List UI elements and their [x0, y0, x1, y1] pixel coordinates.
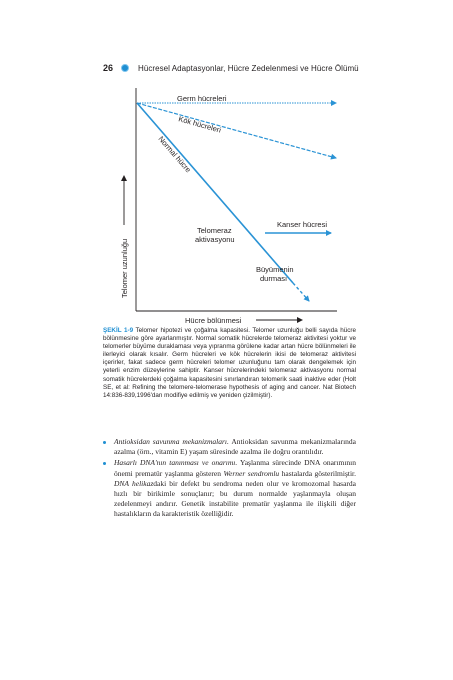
figure-caption [103, 327, 356, 400]
telomerase-label-line1: Telomeraz [197, 226, 232, 235]
bullet-marker-icon [103, 441, 106, 444]
telomerase-label-line2: aktivasyonu [195, 235, 235, 244]
bullet-list [103, 437, 356, 521]
stem-cell-label: Kök hücreleri [177, 114, 223, 135]
cancer-cell-label: Kanser hücresi [277, 220, 328, 229]
bullet-italic-term: Werner sendromlu [223, 468, 280, 478]
caption-label: ŞEKİL 1-9 [103, 327, 134, 334]
bullet-text: Antioksidan savunma mekanizmalarında azalma (örn., vitamin E) yaşam süresinde azalma ile doğru orantılıdır. [114, 437, 356, 457]
caption-text: Telomer hipotezi ve çoğalma kapasitesi. Telomer uzunluğu belli sayıda hücre bölünmesine göre ayarlanmıştır. Normal somatik hücrelerde telomeraz aktivitesi yoktur ve telomerler büyüme duraklaması veya yıpranma görülene kadar artan hücre bölünmeleri ile ilerleyici olarak kısalır. Germ hücreleri ve kök hücrelerin ikisi de telomeraz aktivitesi içerirler, fakat sadece germ hücreleri telomer uzunluğunu tam olarak dengelemek için yeterli enzim düzeylerine sahiptir. Kanser hücrelerindeki telomeraz aktivasyonu normal somatik hücrelerdeki çoğalma kapasitesini sınırlandıran telomerik saati inaktive eder (Holt SE, et al: Refining the telomere-telomerase hypothesis of aging and cancer. Nat Biotech 14:836-839,1996'dan modifiye edilmiş ve yeniden çizilmiştir). [103, 327, 357, 399]
y-axis-title: Telomer uzunluğu [120, 238, 129, 298]
telomere-figure [0, 0, 453, 330]
normal-cell-label: Normal hücre [156, 134, 193, 175]
bullet-item-dna-repair [103, 458, 356, 519]
bullet-heading: Hasarlı DNA'nın tanınması ve onarımı. [114, 458, 238, 468]
growth-arrest-label-line1: Büyümenin [256, 265, 294, 274]
x-axis-title: Hücre bölünmesi [185, 316, 242, 325]
page-number: 26 [103, 63, 114, 73]
germ-cell-label: Germ hücreleri [177, 94, 227, 103]
growth-arrest-label-line2: durması [260, 274, 288, 283]
bullet-italic-term: DNA helikaz [114, 478, 154, 488]
bullet-heading: Antioksidan savunma mekanizmaları. [114, 437, 229, 446]
y-axis-title-group [120, 239, 129, 298]
bullet-text: daki bir defekt bu sendroma neden olur ve kromozomal hasarda hızlı bir birikimle sonuçlanır; bu durum normalde yaşlanmayla oluşan zedelenmeyi andırır. Genetik instabilite prematür yaşlanma ile ilişkili diğer hastalıkların da karakteristik özelliğidir. [114, 478, 356, 519]
bullet-marker-icon [103, 462, 106, 465]
growth-arrest-line [293, 283, 309, 301]
header-title: Hücresel Adaptasyonlar, Hücre Zedelenmesi ve Hücre Ölümü [138, 63, 359, 73]
bullet-text: hastalarda gösterilmiştir. [279, 468, 356, 478]
bullet-text: Yaşlanma sürecinde DNA onarımının önemi prematür yaşlanma gösteren [114, 458, 356, 478]
bullet-item-antioxidant [103, 437, 356, 457]
